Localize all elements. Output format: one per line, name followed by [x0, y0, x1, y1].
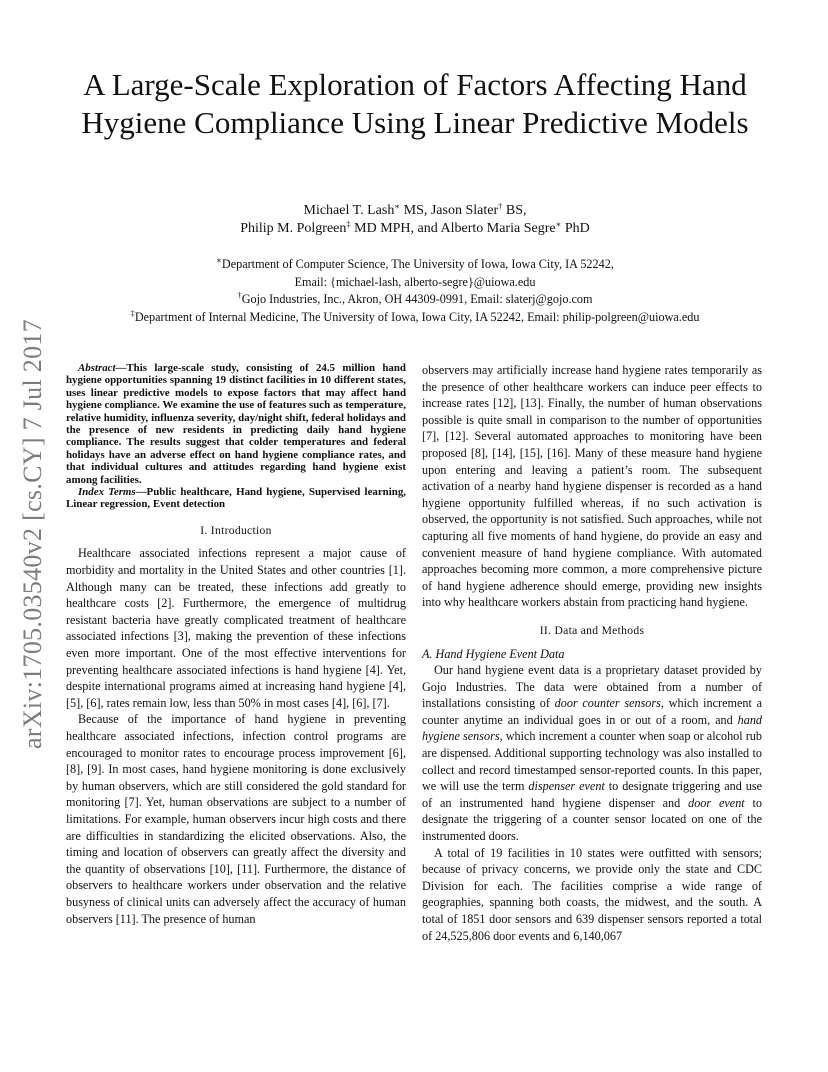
text-run: to designate triggering and use of an instrumented hand hygiene dispenser and — [422, 779, 762, 810]
subsection-heading: A. Hand Hygiene Event Data — [422, 646, 565, 661]
abstract — [66, 362, 406, 486]
text-run: , which increment a counter when soap or alcohol rub are dispensed. Additional supporting technology was also installed to collect and record timestamped sensor-reported counts. In this paper, we will use the term — [422, 729, 762, 794]
affiliation-line — [60, 274, 770, 292]
section-heading-introduction: I. Introduction — [200, 523, 272, 537]
author-line-1 — [60, 202, 770, 220]
emphasis: hand hygiene sensors — [422, 712, 762, 744]
author-line-2 — [60, 220, 770, 238]
author-mark: ‡ — [346, 219, 351, 229]
paragraph: observers may artificially increase hand hygiene rates temporarily as the presence of other healthcare workers can induce peer effects to increase rates [12], [13]. Finally, the number of human observations possible is quite small in comparison to the number of opportunities [7], [12]. Several automated approaches to monitoring have been proposed [8], [14], [15], [16]. Many of these measure hand hygiene upon entering and leaving a patient’s room. The subsequent activation of a nearby hand hygiene dispenser is recorded as a hand hygiene opportunity fulfilled whereas, if no such activation is observed, the opportunity is not satisfied. Such approaches, while not capturing all five moments of hand hygiene, do provide an easy and convenient measure of hand hygiene compliance. With automated approaches becoming more common, a more comprehensive picture of hand hygiene adherence should emerge, providing new insights into why healthcare workers abstain from practicing hand hygiene. — [422, 363, 762, 610]
arxiv-identifier — [10, 304, 56, 764]
text-run: Our hand hygiene event data is a proprietary dataset provided by Gojo Industries. The data were obtained from a number of installations consisting of — [422, 663, 762, 711]
affiliation-text: Department of Computer Science, The University of Iowa, Iowa City, IA 52242, — [221, 257, 614, 271]
arxiv-identifier-text: arXiv:1705.03540v2 [cs.CY] 7 Jul 2017 — [18, 319, 47, 749]
paragraph: Healthcare associated infections represent a major cause of morbidity and mortality in the United States and other countries [1]. Although many can be treated, these infections add greatly to healthcare costs [2]. Furthermore, the emergence of multidrug resistant bacteria have greatly complicated treatment of healthcare associated infections [3], making the prevention of these infections even more important. One of the most effective interventions for preventing healthcare associated infections is hand hygiene [4]. Yet, despite international programs aimed at increasing hand hygiene [4], [5], [6], rates remain low, less than 50% in most cases [4], [6], [7]. — [66, 546, 406, 710]
emphasis: dispenser event — [528, 779, 605, 794]
affiliation-line — [60, 309, 770, 327]
index-terms-text: —Public healthcare, Hand hygiene, Supervised learning, Linear regression, Event detection — [66, 486, 406, 511]
affiliation-line — [60, 256, 770, 274]
author-degree: MD MPH, and — [350, 221, 441, 236]
affiliation-line — [60, 291, 770, 309]
affiliation-mark: † — [237, 290, 242, 301]
index-terms-label: Index Terms — [78, 486, 136, 499]
author-mark: ∗ — [555, 219, 562, 229]
affiliation-text: Gojo Industries, Inc., Akron, OH 44309-0991, Email: slaterj@gojo.com — [241, 292, 593, 307]
emphasis: door counter sensors — [554, 696, 661, 711]
paragraph — [422, 662, 762, 845]
affiliation-text: Email: {michael-lash, alberto-segre}@uiowa.edu — [294, 274, 536, 289]
author-degree: PhD — [561, 221, 590, 236]
affiliation-mark: ‡ — [130, 307, 135, 318]
affiliation-text: Department of Internal Medicine, The University of Iowa, Iowa City, IA 52242, Email: philip-polgreen@uiowa.edu — [134, 309, 700, 324]
author-name: Michael T. Lash — [303, 203, 395, 218]
author-name: Jason Slater — [430, 203, 499, 218]
author-name: Alberto Maria Segre — [440, 221, 556, 236]
section-heading-data-methods: II. Data and Methods — [539, 623, 645, 637]
text-run: , which increment a counter anytime an individual goes in or out of a room, and — [422, 696, 763, 727]
author-degree: BS, — [502, 203, 527, 218]
abstract-label: Abstract — [78, 362, 116, 374]
paper-title: A Large-Scale Exploration of Factors Affecting Hand Hygiene Compliance Using Linear Predictive Models — [81, 67, 749, 140]
abstract-text: —This large-scale study, consisting of 24.5 million hand hygiene opportunities spanning 19 distinct facilities in 10 different states, uses linear predictive models to expose factors that may affect hand hygiene compliance. We examine the use of features such as temperature, relative humidity, influenza severity, day/night shift, federal holidays and the presence of new residents in predicting daily hand hygiene compliance. The results suggest that colder temperatures and federal holidays have an adverse effect on hand hygiene compliance rates, and that individual cultures and attitudes regarding hand hygiene exist among facilities. — [66, 362, 406, 486]
index-terms — [66, 486, 406, 511]
author-list — [60, 202, 770, 238]
left-column — [66, 362, 406, 927]
author-mark: † — [498, 201, 503, 211]
affiliation-mark: ∗ — [216, 255, 222, 265]
author-mark: ∗ — [394, 201, 401, 211]
emphasis: door event — [688, 795, 745, 810]
paragraph: Because of the importance of hand hygiene in preventing healthcare associated infections, infection control programs are encouraged to monitor rates to encourage process improvement [6], [8], [9]. In most cases, hand hygiene monitoring is done exclusively by human observers, which are still considered the gold standard for monitoring [7]. Yet, human observations are subject to a number of limitations. For example, human observers incur high costs and there are difficulties in standardizing the elicited observations. Also, the timing and location of observers can greatly affect the diversity and the quantity of observations [10], [11]. Furthermore, the distance of observers to healthcare workers under observation and the relative busyness of clinical units can adversely affect the accuracy of human observers [11]. The presence of human — [66, 712, 406, 926]
author-degree: MS, — [400, 203, 431, 218]
paragraph: A total of 19 facilities in 10 states were outfitted with sensors; because of privacy concerns, we provide only the state and CDC Division for each. The facilities comprise a wide range of geographies, spanning both coasts, the midwest, and the south. A total of 1851 door sensors and 639 dispenser sensors reported a total of 24,525,806 door events and 6,140,067 — [422, 845, 762, 943]
text-run: to designate the triggering of a counter sensor located on one of the instrumented doors. — [422, 795, 762, 844]
right-column — [422, 362, 762, 944]
affiliations — [60, 256, 770, 326]
author-name: Philip M. Polgreen — [240, 221, 347, 236]
